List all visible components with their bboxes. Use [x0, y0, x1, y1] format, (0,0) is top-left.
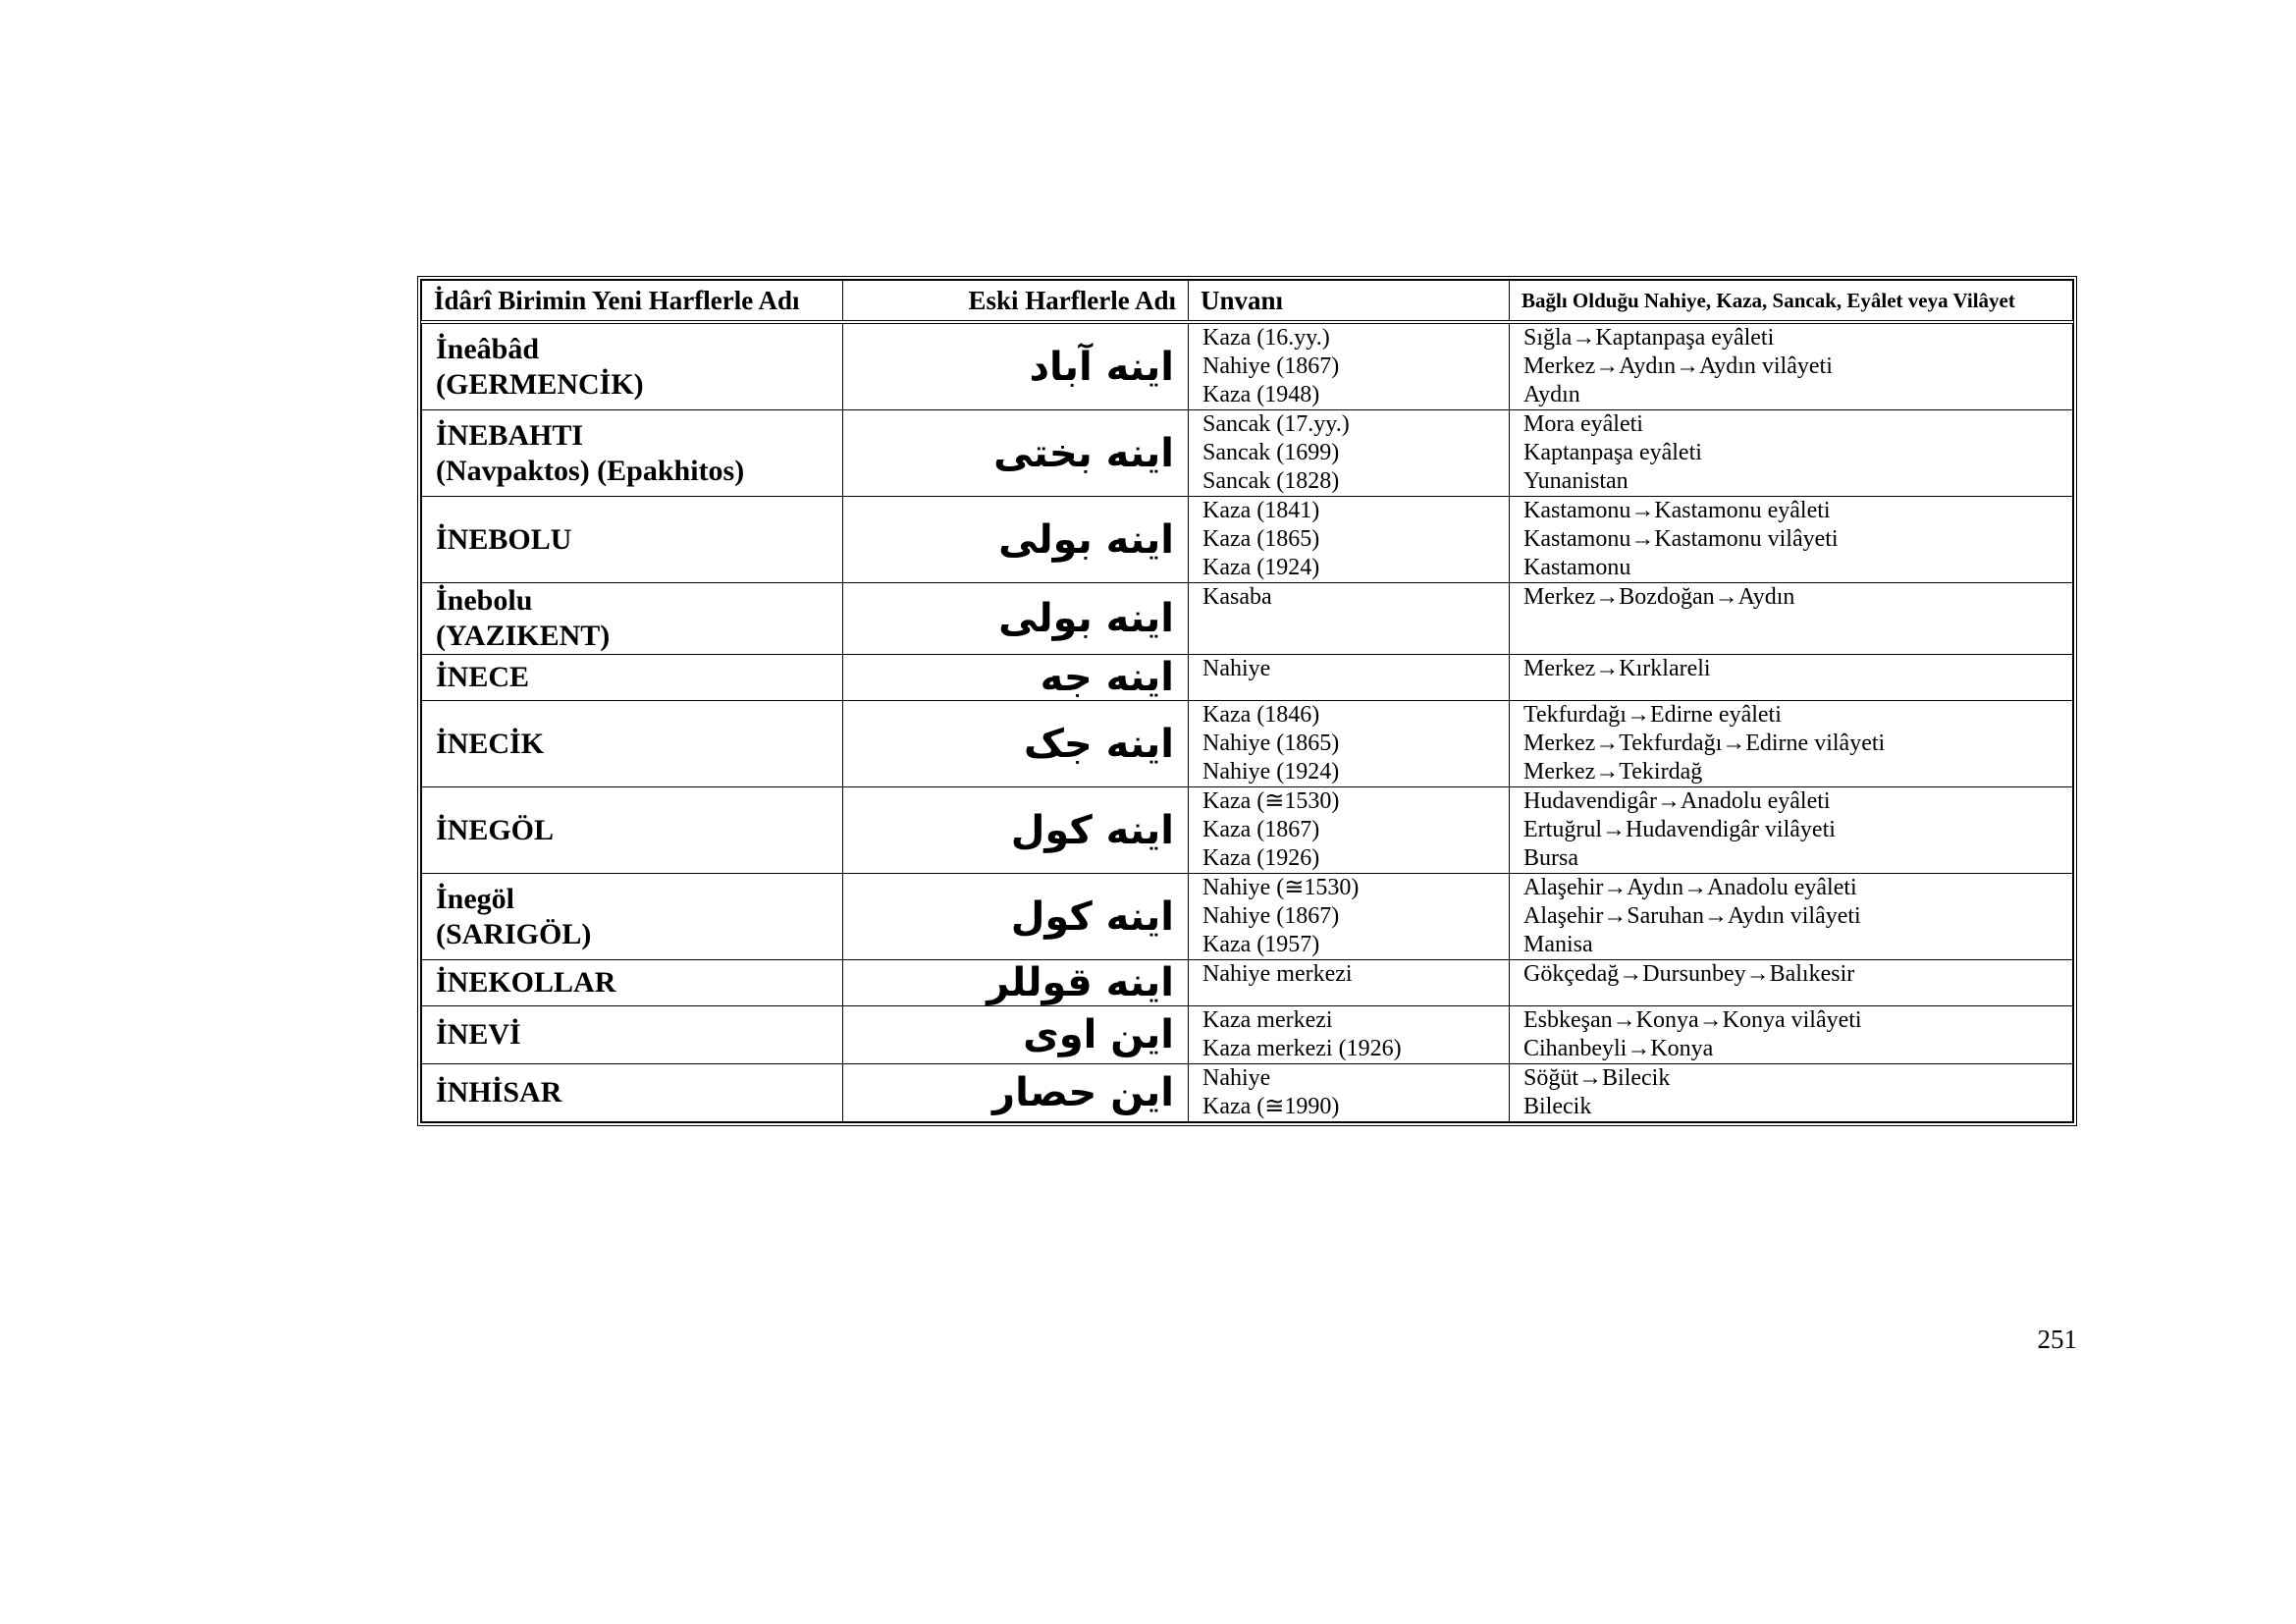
affiliation-line: Hudavendigâr→Anadolu eyâleti	[1523, 788, 1831, 814]
unit-name-line: İneâbâd	[436, 332, 540, 365]
title-line: Sancak (1699)	[1202, 440, 1340, 465]
title-line: Kaza (1867)	[1202, 817, 1320, 842]
table-row	[422, 701, 2073, 787]
affiliation-cell	[1510, 1064, 2073, 1122]
affiliation-line: Ertuğrul→Hudavendigâr vilâyeti	[1523, 817, 1836, 842]
unit-name-cell	[422, 583, 843, 655]
table-row	[422, 497, 2073, 583]
title-line: Kaza (1924)	[1202, 555, 1320, 580]
header-affiliation: Bağlı Olduğu Nahiye, Kaza, Sancak, Eyâlet veya Vilâyet	[1510, 281, 2073, 323]
table-row	[422, 960, 2073, 1006]
old-script-name-cell: اینه بولی	[843, 497, 1189, 583]
affiliation-cell	[1510, 1006, 2073, 1064]
affiliation-line: Söğüt→Bilecik	[1523, 1065, 1671, 1091]
table-body	[422, 322, 2073, 1122]
unit-name-cell	[422, 787, 843, 874]
affiliation-line: Bursa	[1523, 845, 1578, 871]
affiliation-line: Gökçedağ→Dursunbey→Balıkesir	[1523, 961, 1855, 987]
title-cell	[1189, 497, 1510, 583]
title-cell	[1189, 960, 1510, 1006]
table-row	[422, 1006, 2073, 1064]
unit-name-line: İNEGÖL	[436, 813, 555, 846]
old-script-name-cell: این اوی	[843, 1006, 1189, 1064]
title-cell	[1189, 874, 1510, 960]
unit-name-cell	[422, 874, 843, 960]
unit-name-line: (SARIGÖL)	[436, 917, 592, 950]
header-title: Unvanı	[1189, 281, 1510, 323]
affiliation-line: Esbkeşan→Konya→Konya vilâyeti	[1523, 1007, 1862, 1033]
affiliation-line: Alaşehir→Aydın→Anadolu eyâleti	[1523, 875, 1857, 900]
unit-name-cell	[422, 701, 843, 787]
old-script-name-cell: اینه بختی	[843, 410, 1189, 497]
table-row	[422, 410, 2073, 497]
old-script-name-cell: اینه کول	[843, 874, 1189, 960]
unit-name-cell	[422, 410, 843, 497]
affiliation-line: Merkez→Bozdoğan→Aydın	[1523, 584, 1795, 610]
title-cell	[1189, 655, 1510, 701]
table-header	[422, 281, 2073, 323]
affiliation-cell	[1510, 787, 2073, 874]
title-line: Kaza (16.yy.)	[1202, 325, 1330, 351]
title-line: Kaza (1841)	[1202, 498, 1320, 523]
title-cell	[1189, 583, 1510, 655]
table-row	[422, 655, 2073, 701]
affiliation-line: Alaşehir→Saruhan→Aydın vilâyeti	[1523, 903, 1861, 929]
title-line: Kasaba	[1202, 584, 1272, 610]
affiliation-line: Merkez→Tekfurdağı→Edirne vilâyeti	[1523, 731, 1886, 756]
affiliation-cell	[1510, 583, 2073, 655]
old-script-name-cell: این حصار	[843, 1064, 1189, 1122]
old-script-name-cell: اینه بولی	[843, 583, 1189, 655]
affiliation-line: Merkez→Aydın→Aydın vilâyeti	[1523, 353, 1833, 379]
affiliation-line: Merkez→Tekirdağ	[1523, 759, 1703, 785]
affiliation-line: Mora eyâleti	[1523, 411, 1643, 437]
title-cell	[1189, 1064, 1510, 1122]
title-line: Kaza (1948)	[1202, 382, 1320, 407]
unit-name-cell	[422, 655, 843, 701]
old-script-name-cell: اینه آباد	[843, 322, 1189, 410]
title-line: Kaza (1926)	[1202, 845, 1320, 871]
affiliation-line: Yunanistan	[1523, 468, 1629, 494]
unit-name-line: İNECİK	[436, 727, 545, 760]
affiliation-cell	[1510, 497, 2073, 583]
old-script-name-cell: اینه جه	[843, 655, 1189, 701]
old-script-name-cell: اینه کول	[843, 787, 1189, 874]
administrative-units-table-frame	[417, 276, 2077, 1126]
title-cell	[1189, 322, 1510, 410]
unit-name-cell	[422, 1064, 843, 1122]
administrative-units-table	[421, 280, 2073, 1122]
title-cell	[1189, 701, 1510, 787]
affiliation-line: Kastamonu→Kastamonu eyâleti	[1523, 498, 1831, 523]
header-row	[422, 281, 2073, 323]
table-row	[422, 1064, 2073, 1122]
title-line: Sancak (17.yy.)	[1202, 411, 1350, 437]
title-line: Nahiye	[1202, 1065, 1271, 1091]
header-new-script-name: İdârî Birimin Yeni Harflerle Adı	[422, 281, 843, 323]
affiliation-line: Aydın	[1523, 382, 1580, 407]
title-line: Nahiye (≅1530)	[1202, 875, 1360, 900]
title-line: Kaza merkezi (1926)	[1202, 1036, 1402, 1061]
table-row	[422, 787, 2073, 874]
header-old-script-name: Eski Harflerle Adı	[843, 281, 1189, 323]
affiliation-cell	[1510, 410, 2073, 497]
title-line: Nahiye (1865)	[1202, 731, 1340, 756]
title-line: Nahiye merkezi	[1202, 961, 1353, 987]
unit-name-cell	[422, 497, 843, 583]
title-line: Nahiye (1867)	[1202, 903, 1340, 929]
affiliation-line: Kaptanpaşa eyâleti	[1523, 440, 1702, 465]
title-line: Nahiye (1924)	[1202, 759, 1340, 785]
unit-name-line: İNHİSAR	[436, 1076, 562, 1109]
affiliation-line: Cihanbeyli→Konya	[1523, 1036, 1714, 1061]
title-line: Kaza (1865)	[1202, 526, 1320, 552]
affiliation-cell	[1510, 655, 2073, 701]
affiliation-line: Manisa	[1523, 932, 1593, 957]
table-row	[422, 874, 2073, 960]
unit-name-line: İNEBOLU	[436, 522, 572, 556]
affiliation-line: Kastamonu	[1523, 555, 1631, 580]
title-line: Kaza (1957)	[1202, 932, 1320, 957]
affiliation-line: Kastamonu→Kastamonu vilâyeti	[1523, 526, 1839, 552]
title-line: Nahiye (1867)	[1202, 353, 1340, 379]
title-line: Kaza (1846)	[1202, 702, 1320, 728]
affiliation-cell	[1510, 701, 2073, 787]
table-row	[422, 583, 2073, 655]
affiliation-cell	[1510, 322, 2073, 410]
unit-name-line: (GERMENCİK)	[436, 367, 644, 401]
title-line: Kaza (≅1990)	[1202, 1094, 1340, 1119]
affiliation-cell	[1510, 960, 2073, 1006]
affiliation-line: Merkez→Kırklareli	[1523, 656, 1711, 681]
unit-name-line: İNECE	[436, 661, 530, 693]
title-line: Kaza merkezi	[1202, 1007, 1333, 1033]
title-cell	[1189, 787, 1510, 874]
unit-name-cell	[422, 960, 843, 1006]
unit-name-line: İNEKOLLAR	[436, 966, 616, 999]
title-line: Nahiye	[1202, 656, 1271, 681]
affiliation-line: Sığla→Kaptanpaşa eyâleti	[1523, 325, 1775, 351]
affiliation-line: Tekfurdağı→Edirne eyâleti	[1523, 702, 1782, 728]
page-number: 251	[2037, 1325, 2077, 1354]
table-row	[422, 322, 2073, 410]
affiliation-cell	[1510, 874, 2073, 960]
unit-name-cell	[422, 322, 843, 410]
title-line: Sancak (1828)	[1202, 468, 1340, 494]
unit-name-line: (YAZIKENT)	[436, 620, 611, 652]
unit-name-line: İNEBAHTI	[436, 418, 584, 452]
old-script-name-cell: اینه جک	[843, 701, 1189, 787]
unit-name-line: (Navpaktos) (Epakhitos)	[436, 454, 745, 487]
title-cell	[1189, 410, 1510, 497]
title-cell	[1189, 1006, 1510, 1064]
affiliation-line: Bilecik	[1523, 1094, 1592, 1119]
title-line: Kaza (≅1530)	[1202, 788, 1340, 814]
unit-name-cell	[422, 1006, 843, 1064]
unit-name-line: İnegöl	[436, 882, 515, 915]
unit-name-line: İNEVİ	[436, 1018, 521, 1051]
unit-name-line: İnebolu	[436, 584, 533, 617]
old-script-name-cell: اینه قوللر	[843, 960, 1189, 1006]
